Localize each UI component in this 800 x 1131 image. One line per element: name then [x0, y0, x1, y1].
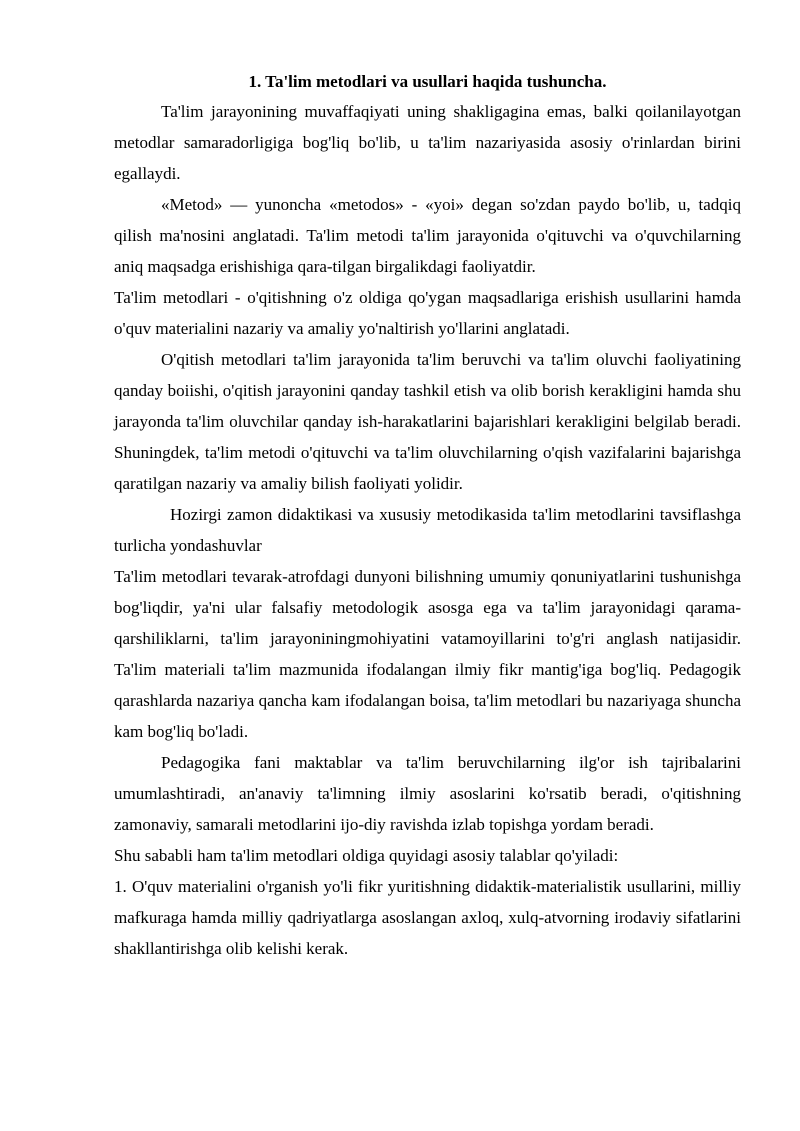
section-title: 1. Ta'lim metodlari va usullari haqida tushuncha.	[248, 72, 607, 91]
paragraph-8: Shu sababli ham ta'lim metodlari oldiga quyidagi asosiy talablar qo'yiladi:	[114, 846, 619, 865]
paragraph-3: Ta'lim metodlari - o'qitishning o'z oldiga qo'ygan maqsadlariga erishish usullarini hamda o'quv materialini nazariy va amaliy yo'naltirish yo'llarini anglatadi.	[114, 288, 741, 338]
paragraph-9: 1. O'quv materialini o'rganish yo'li fikr yuritishning didaktik-materialistik usullarini, milliy mafkuraga hamda milliy qadriyatlarga asoslangan axloq, xulq-atvorning irodaviy sifatlarini shakllantirishga olib kelishi kerak.	[114, 877, 741, 958]
paragraph-6: Ta'lim metodlari tevarak-atrofdagi dunyoni bilishning umumiy qonuniyatlarini tushunishga bog'liqdir, ya'ni ular falsafiy metodologik asosga ega va ta'lim jarayonidagi qarama-qarshiliklarni, ta'lim jarayoniningmohiyatini vatamoyillarini to'g'ri anglash natijasidir. Ta'lim materiali ta'lim mazmunida ifodalangan ilmiy fikr mantig'iga bog'liq. Pedagogik qarashlarda nazariya qancha kam ifodalangan boisa, ta'lim metodlari bu nazariyaga shuncha kam bog'liq bo'ladi.	[114, 567, 741, 741]
paragraph-5: Hozirgi zamon didaktikasi va xususiy metodikasida ta'lim metodlarini tavsiflashga turlicha yondashuvlar	[114, 505, 741, 555]
paragraph-1: Ta'lim jarayonining muvaffaqiyati uning shakligagina emas, balki qoilanilayotgan metodlar samaradorligiga bog'liq bo'lib, u ta'lim nazariyasida asosiy o'rinlardan birini egallaydi.	[114, 102, 741, 183]
paragraph-7: Pedagogika fani maktablar va ta'lim beruvchilarning ilg'or ish tajribalarini umumlashtiradi, an'anaviy ta'limning ilmiy asoslarini ko'rsatib beradi, o'qitishning zamonaviy, samarali metodlarini ijo-diy ravishda izlab topishga yordam beradi.	[114, 753, 741, 834]
paragraph-2: «Metod» — yunoncha «metodos» - «yoi» degan so'zdan paydo bo'lib, u, tadqiq qilish ma'nosini anglatadi. Ta'lim metodi ta'lim jarayonida o'qituvchi va o'quvchilarning aniq maqsadga erishishiga qara-tilgan birgalikdagi faoliyatdir.	[114, 195, 741, 276]
document-page	[114, 70, 741, 964]
paragraph-4: O'qitish metodlari ta'lim jarayonida ta'lim beruvchi va ta'lim oluvchi faoliyatining qanday boiishi, o'qitish jarayonini qanday tashkil etish va olib borish kerakligini hamda shu jarayonda ta'lim oluvchilar qanday ish-harakatlarini bajarishlari kerakligini belgilab beradi. Shuningdek, ta'lim metodi o'qituvchi va ta'lim oluvchilarning o'qish vazifalarini bajarishga qaratilgan nazariy va amaliy bilish faoliyati yolidir.	[114, 350, 741, 493]
